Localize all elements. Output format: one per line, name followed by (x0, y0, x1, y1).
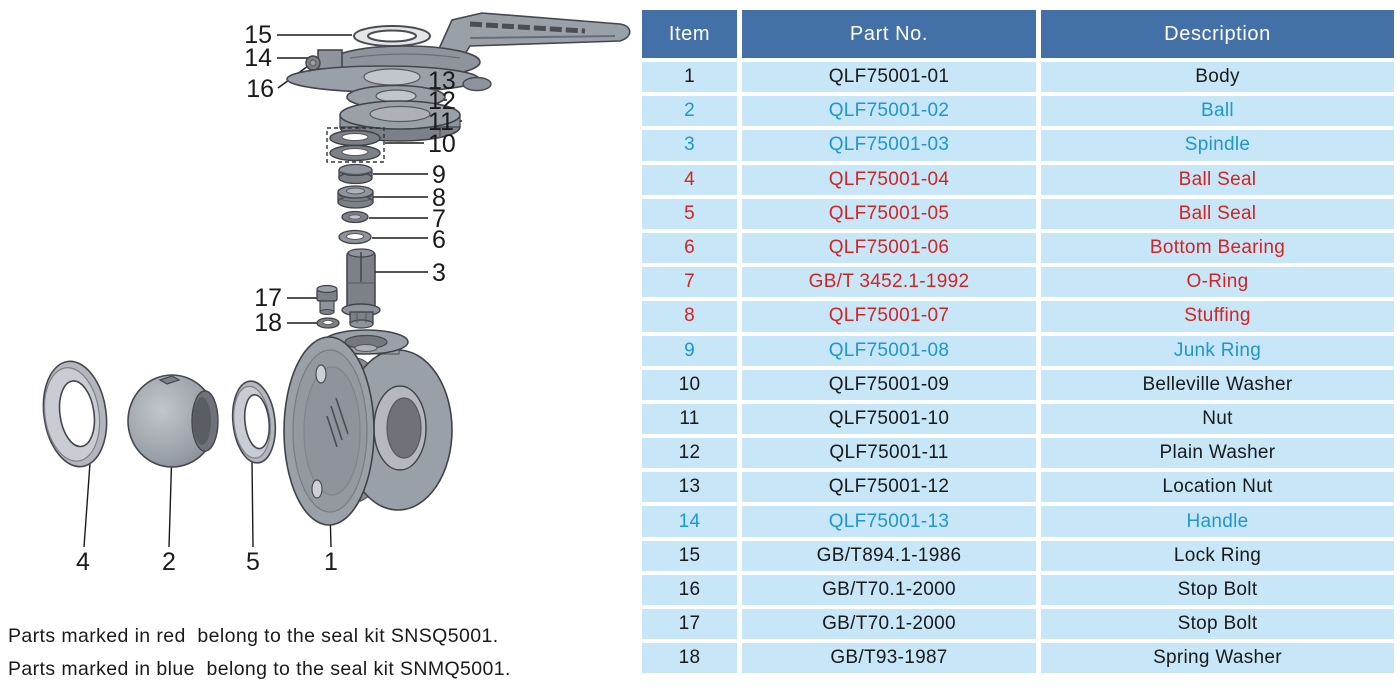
cell-item: 4 (642, 165, 737, 195)
table-row (642, 267, 1394, 297)
part-junk-ring (339, 165, 372, 184)
cell-item: 5 (642, 199, 737, 229)
cell-part-no: QLF75001-12 (742, 472, 1036, 502)
cell-part-no: GB/T70.1-2000 (742, 575, 1036, 605)
cell-item: 6 (642, 233, 737, 263)
table-row (642, 643, 1394, 673)
table-row (642, 506, 1394, 536)
part-label-10: 10 (428, 130, 456, 158)
cell-description: Stop Bolt (1041, 575, 1394, 605)
table-row (642, 575, 1394, 605)
cell-part-no: GB/T70.1-2000 (742, 609, 1036, 639)
part-label-8: 8 (432, 184, 446, 212)
cell-part-no: QLF75001-04 (742, 165, 1036, 195)
part-label-7: 7 (432, 205, 446, 233)
cell-item: 8 (642, 301, 737, 331)
cell-description: Body (1041, 62, 1394, 92)
part-label-17: 17 (254, 284, 282, 312)
cell-part-no: QLF75001-08 (742, 336, 1036, 366)
cell-part-no: QLF75001-09 (742, 370, 1036, 400)
seal-kit-notes (8, 620, 640, 686)
cell-description: Ball Seal (1041, 199, 1394, 229)
table-row (642, 472, 1394, 502)
part-label-12: 12 (428, 87, 456, 115)
cell-description: O-Ring (1041, 267, 1394, 297)
cell-description: Stuffing (1041, 301, 1394, 331)
part-stuffing (338, 186, 373, 208)
cell-item: 18 (642, 643, 737, 673)
cell-part-no: QLF75001-06 (742, 233, 1036, 263)
cell-description: Ball (1041, 96, 1394, 126)
part-label-5: 5 (246, 548, 260, 576)
cell-part-no: QLF75001-10 (742, 404, 1036, 434)
cell-item: 2 (642, 96, 737, 126)
part-label-1: 1 (324, 548, 338, 576)
cell-description: Ball Seal (1041, 165, 1394, 195)
table-row (642, 404, 1394, 434)
part-o-ring (342, 212, 368, 223)
part-label-13: 13 (428, 67, 456, 95)
cell-item: 16 (642, 575, 737, 605)
table-row (642, 96, 1394, 126)
part-label-2: 2 (162, 548, 176, 576)
cell-item: 1 (642, 62, 737, 92)
table-row (642, 233, 1394, 263)
table-header-row (642, 10, 1394, 58)
part-body (284, 330, 452, 525)
valve-exploded-svg (0, 0, 640, 700)
table-row (642, 609, 1394, 639)
table-body (642, 62, 1394, 673)
part-lock-ring (354, 26, 430, 46)
table-row (642, 541, 1394, 571)
part-label-4: 4 (76, 548, 90, 576)
table-row (642, 62, 1394, 92)
part-stop-bolt-side (317, 286, 337, 315)
part-label-11: 11 (428, 108, 454, 136)
part-ball-seal-right (229, 379, 279, 465)
cell-description: Belleville Washer (1041, 370, 1394, 400)
cell-part-no: QLF75001-03 (742, 130, 1036, 160)
table-row (642, 336, 1394, 366)
part-label-16: 16 (246, 75, 274, 103)
cell-description: Lock Ring (1041, 541, 1394, 571)
part-spring-washer (317, 318, 339, 328)
note-red-seal-kit: Parts marked in red belong to the seal kit SNSQ5001. (8, 625, 499, 647)
col-header-item: Item (642, 10, 737, 58)
cell-item: 13 (642, 472, 737, 502)
cell-part-no: QLF75001-13 (742, 506, 1036, 536)
part-spindle (342, 249, 380, 328)
part-label-15: 15 (244, 21, 272, 49)
part-ball (128, 375, 218, 467)
part-label-6: 6 (432, 226, 446, 254)
col-header-part-no: Part No. (742, 10, 1036, 58)
table-row (642, 301, 1394, 331)
cell-part-no: QLF75001-07 (742, 301, 1036, 331)
table-row (642, 165, 1394, 195)
part-stop-bolt-top (306, 56, 320, 70)
cell-description: Junk Ring (1041, 336, 1394, 366)
table-row (642, 199, 1394, 229)
cell-item: 9 (642, 336, 737, 366)
cell-description: Spring Washer (1041, 643, 1394, 673)
part-bottom-bearing (339, 231, 371, 244)
cell-description: Bottom Bearing (1041, 233, 1394, 263)
cell-description: Plain Washer (1041, 438, 1394, 468)
cell-item: 10 (642, 370, 737, 400)
col-header-description: Description (1041, 10, 1394, 58)
cell-part-no: QLF75001-11 (742, 438, 1036, 468)
table-row (642, 130, 1394, 160)
part-label-9: 9 (432, 161, 446, 189)
cell-part-no: QLF75001-02 (742, 96, 1036, 126)
part-label-14: 14 (244, 44, 272, 72)
cell-description: Handle (1041, 506, 1394, 536)
cell-part-no: QLF75001-05 (742, 199, 1036, 229)
cell-description: Stop Bolt (1041, 609, 1394, 639)
cell-part-no: QLF75001-01 (742, 62, 1036, 92)
cell-part-no: GB/T93-1987 (742, 643, 1036, 673)
cell-item: 12 (642, 438, 737, 468)
part-belleville-washers (327, 128, 384, 162)
cell-description: Spindle (1041, 130, 1394, 160)
exploded-diagram (0, 0, 640, 700)
parts-table (642, 10, 1394, 673)
cell-item: 15 (642, 541, 737, 571)
cell-item: 14 (642, 506, 737, 536)
cell-description: Location Nut (1041, 472, 1394, 502)
table-row (642, 438, 1394, 468)
cell-item: 11 (642, 404, 737, 434)
cell-description: Nut (1041, 404, 1394, 434)
table-row (642, 370, 1394, 400)
cell-part-no: GB/T894.1-1986 (742, 541, 1036, 571)
cell-item: 3 (642, 130, 737, 160)
cell-part-no: GB/T 3452.1-1992 (742, 267, 1036, 297)
part-label-3: 3 (432, 259, 446, 287)
note-blue-seal-kit: Parts marked in blue belong to the seal kit SNMQ5001. (8, 658, 511, 680)
part-label-18: 18 (254, 309, 282, 337)
cell-item: 7 (642, 267, 737, 297)
part-ball-seal-left (37, 357, 113, 471)
cell-item: 17 (642, 609, 737, 639)
